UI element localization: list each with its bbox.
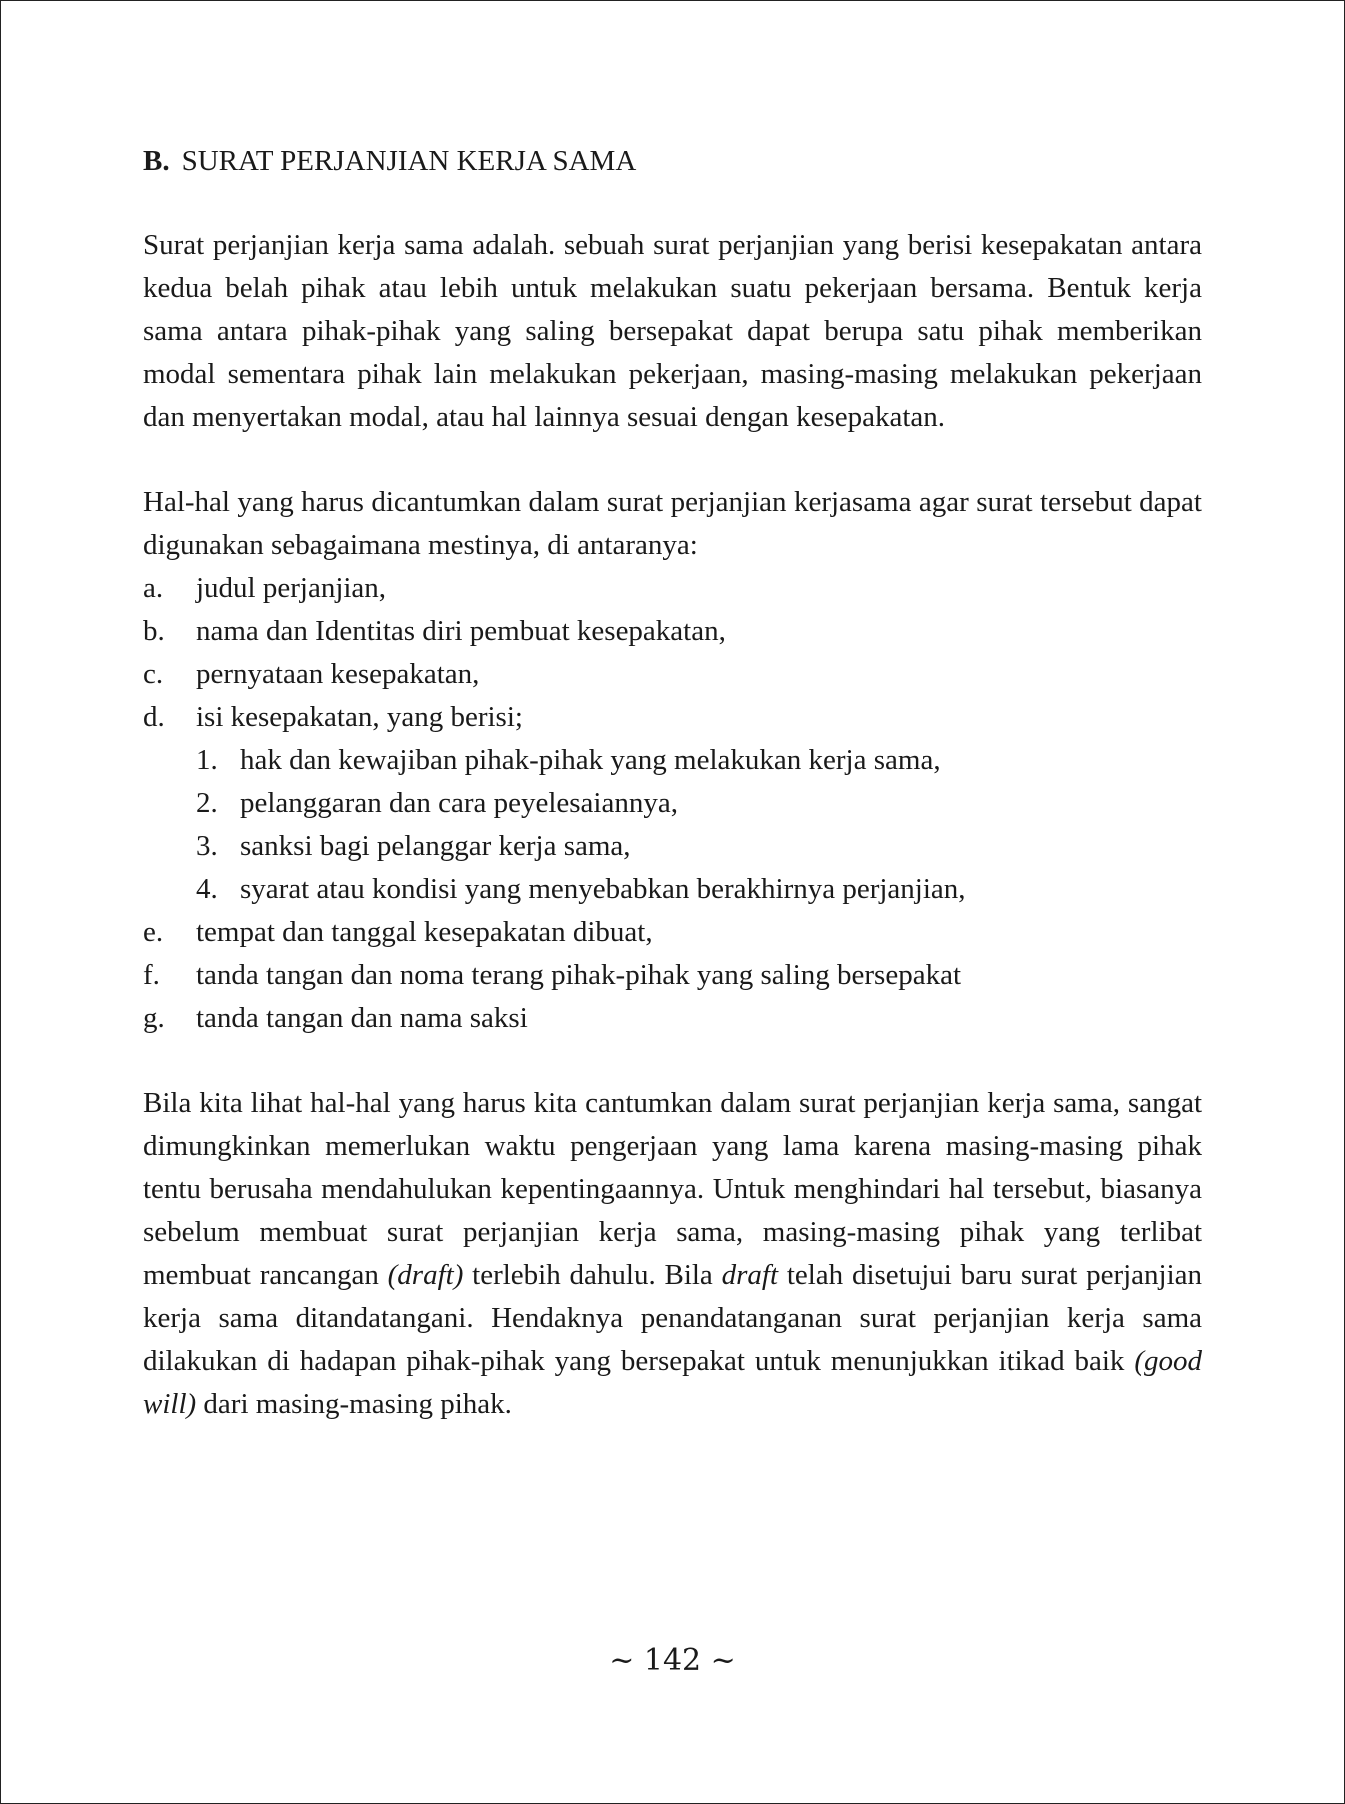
- list-item: [143, 696, 1202, 739]
- section-number: B.: [143, 145, 170, 177]
- list-item: [143, 954, 1202, 997]
- sublist-item-text: sanksi bagi pelanggar kerja sama,: [240, 830, 631, 862]
- section-title: SURAT PERJANJIAN KERJA SAMA: [181, 145, 637, 177]
- section-heading: [143, 139, 1202, 184]
- list-item-text: isi kesepakatan, yang berisi;: [196, 701, 523, 733]
- agreement-content-sublist: [143, 739, 1202, 911]
- sublist-item: [196, 825, 1202, 868]
- paragraph-text: terlebih dahulu. Bila: [472, 1259, 713, 1291]
- italic-term-draft: (draft): [387, 1259, 464, 1291]
- requirements-list-continued: [143, 911, 1202, 1040]
- list-item-text: judul perjanjian,: [196, 572, 387, 604]
- list-item-text: pernyataan kesepakatan,: [196, 658, 480, 690]
- sublist-item: [196, 782, 1202, 825]
- list-item: [143, 567, 1202, 610]
- list-marker: c.: [143, 658, 164, 690]
- sublist-item-text: syarat atau kondisi yang menyebabkan berakhirnya perjanjian,: [240, 873, 966, 905]
- list-item-text: nama dan Identitas diri pembuat kesepakatan,: [196, 615, 726, 647]
- page-content: [143, 139, 1202, 1426]
- paragraph-definition: Surat perjanjian kerja sama adalah. sebuah surat perjanjian yang berisi kesepakatan antara kedua belah pihak atau lebih untuk melakukan suatu pekerjaan bersama. Bentuk kerja sama antara pihak-pihak yang saling bersepakat dapat berupa satu pihak memberikan modal sementara pihak lain melakukan pekerjaan, masing-masing melakukan pekerjaan dan menyertakan modal, atau hal lainnya sesuai dengan kesepakatan.: [143, 229, 1202, 433]
- list-item: [143, 997, 1202, 1040]
- list-item: [143, 911, 1202, 954]
- sublist-marker: 2.: [196, 787, 218, 819]
- italic-term-good-will: (good will): [143, 1345, 1202, 1420]
- list-item-text: tanda tangan dan noma terang pihak-pihak yang saling bersepakat: [196, 959, 962, 991]
- list-item-text: tempat dan tanggal kesepakatan dibuat,: [196, 916, 653, 948]
- sublist-item-text: pelanggaran dan cara peyelesaiannya,: [240, 787, 678, 819]
- paragraph-text: dari masing-masing pihak.: [203, 1388, 512, 1420]
- list-item: [143, 653, 1202, 696]
- sublist-item: [196, 868, 1202, 911]
- list-marker: b.: [143, 615, 165, 647]
- paragraph-text: Bila kita lihat hal-hal yang harus kita cantumkan dalam surat perjanjian kerja sama, sangat dimungkinkan memerlukan waktu pengerjaan yang lama karena masing-masing pihak tentu berusaha mendahulukan kepentingaannya. Untuk menghindari hal tersebut, biasanya sebelum membuat surat perjanjian kerja sama, masing-masing pihak yang terlibat membuat rancangan: [143, 1087, 1202, 1291]
- list-marker: a.: [143, 572, 164, 604]
- sublist-marker: 4.: [196, 873, 218, 905]
- list-marker: e.: [143, 916, 164, 948]
- requirements-list: [143, 567, 1202, 739]
- list-marker: g.: [143, 1002, 165, 1034]
- paragraph-list-intro: Hal-hal yang harus dicantumkan dalam surat perjanjian kerjasama agar surat tersebut dapat digunakan sebagaimana mestinya, di antaranya:: [143, 486, 1202, 561]
- italic-term-draft: draft: [721, 1259, 779, 1291]
- list-item-text: tanda tangan dan nama saksi: [196, 1002, 528, 1034]
- sublist-item-text: hak dan kewajiban pihak-pihak yang melakukan kerja sama,: [240, 744, 941, 776]
- paragraph-drafting: [143, 1082, 1202, 1426]
- list-marker: f.: [143, 959, 160, 991]
- sublist-marker: 1.: [196, 744, 218, 776]
- sublist-marker: 3.: [196, 830, 218, 862]
- page-number: ~ 142 ~: [609, 1643, 736, 1678]
- sublist-item: [196, 739, 1202, 782]
- list-item: [143, 610, 1202, 653]
- paragraph-text: telah disetujui baru surat perjanjian kerja sama ditandatangani. Hendaknya penandatanganan surat perjanjian kerja sama dilakukan di hadapan pihak-pihak yang bersepakat untuk menunjukkan itikad baik: [143, 1259, 1203, 1377]
- list-marker: d.: [143, 701, 165, 733]
